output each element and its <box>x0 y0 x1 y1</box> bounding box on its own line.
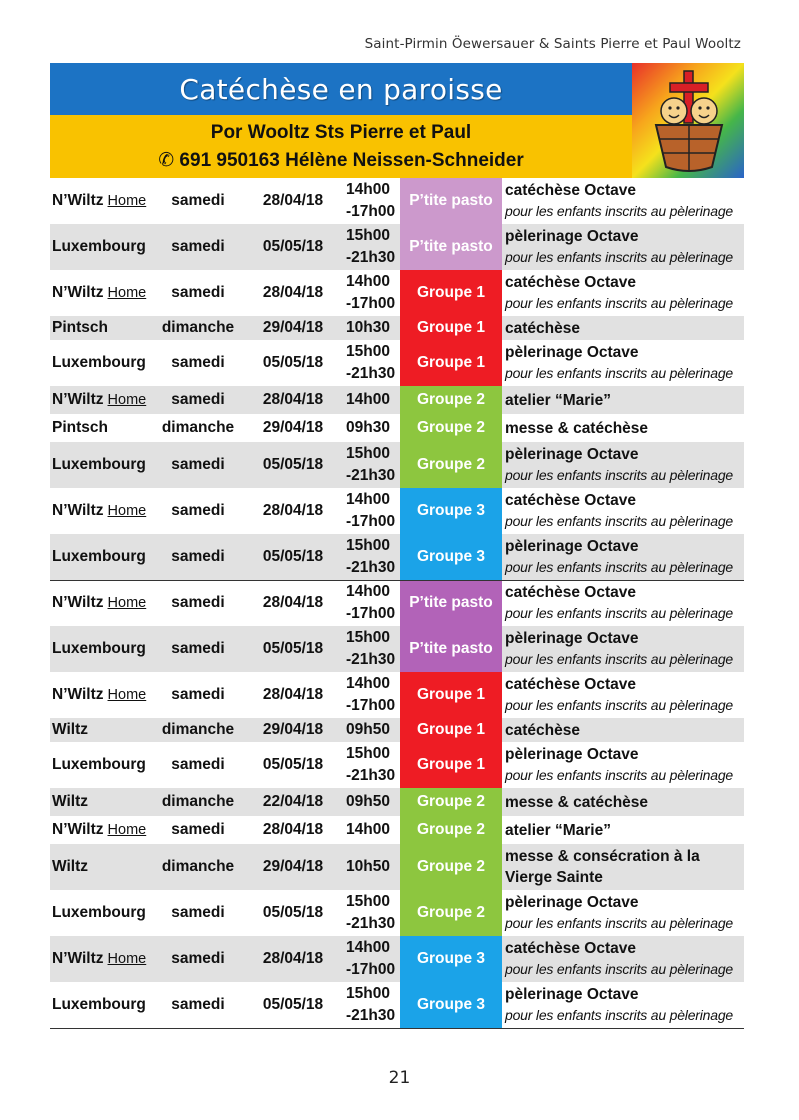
cell-date: 05/05/18 <box>242 224 344 270</box>
time-end: -21h30 <box>346 767 396 784</box>
cell-place <box>50 580 154 626</box>
cell-place <box>50 488 154 534</box>
activity-note: pour les enfants inscrits au pèlerinage <box>505 767 734 783</box>
cell-date: 28/04/18 <box>262 284 324 301</box>
cell-date: 28/04/18 <box>242 386 344 414</box>
cell-activity <box>502 844 744 890</box>
cell-place <box>50 816 154 844</box>
cell-group-badge: Groupe 2 <box>400 386 502 414</box>
cell-time <box>344 386 400 414</box>
cell-activity <box>502 626 744 672</box>
cell-day: samedi <box>154 224 242 270</box>
cell-date: 28/04/18 <box>262 594 324 612</box>
cell-time <box>344 890 400 936</box>
time-start: 14h00 <box>346 181 390 198</box>
time-end: -17h00 <box>346 605 396 623</box>
cell-place <box>50 414 154 442</box>
time-end: -21h30 <box>346 1006 396 1024</box>
home-link[interactable]: Home <box>107 193 147 209</box>
cell-group-badge: P’tite pasto <box>400 178 502 224</box>
cell-time <box>344 982 400 1028</box>
activity-title: atelier “Marie” <box>505 391 611 409</box>
place-name: Luxembourg <box>52 456 146 473</box>
time-end: -21h30 <box>346 558 396 576</box>
table-row <box>50 788 744 816</box>
cell-place <box>50 718 154 742</box>
time-end: -17h00 <box>346 697 396 714</box>
cell-day: dimanche <box>154 316 242 340</box>
cell-date: 28/04/18 <box>242 936 344 982</box>
place-name: Luxembourg <box>52 640 146 657</box>
place-name: N’Wiltz <box>52 950 104 967</box>
cell-time <box>344 844 400 890</box>
time-end: -21h30 <box>346 651 396 668</box>
cell-time <box>344 340 400 386</box>
cell-group-badge: Groupe 1 <box>400 718 502 742</box>
time-start: 14h00 <box>346 939 390 956</box>
cell-day: samedi <box>171 756 225 773</box>
cell-date: 29/04/18 <box>242 316 344 340</box>
place-name: Luxembourg <box>52 354 146 371</box>
place-name: N’Wiltz <box>52 502 104 519</box>
cell-group-badge: Groupe 2 <box>400 788 502 816</box>
cell-day: samedi <box>154 982 242 1028</box>
activity-title: pèlerinage Octave <box>505 537 639 555</box>
activity-note: pour les enfants inscrits au pèlerinage <box>505 1006 734 1023</box>
table-row <box>50 178 744 224</box>
table-row <box>50 386 744 414</box>
table-row <box>50 626 744 672</box>
activity-title: pèlerinage Octave <box>505 894 639 911</box>
cell-place <box>50 672 154 718</box>
cell-group-badge: Groupe 3 <box>400 982 502 1028</box>
table-row <box>50 488 744 534</box>
parish-name: Por Wooltz Sts Pierre et Paul <box>210 121 472 143</box>
cell-date: 05/05/18 <box>262 904 324 921</box>
cell-activity <box>502 982 744 1028</box>
cell-place <box>50 742 154 788</box>
cell-group-badge: P’tite pasto <box>400 224 502 270</box>
cell-time <box>344 442 400 488</box>
place-name: Luxembourg <box>52 238 146 255</box>
table-row <box>50 890 744 936</box>
place-name: Wiltz <box>52 858 89 875</box>
cell-time <box>344 534 400 580</box>
home-link[interactable]: Home <box>107 822 147 838</box>
contact-line: ✆ 691 950163 Hélène Neissen-Schneider <box>158 149 524 171</box>
cell-day: samedi <box>171 821 225 838</box>
table-row <box>50 982 744 1028</box>
cell-day: samedi <box>171 904 225 921</box>
activity-note: pour les enfants inscrits au pèlerinage <box>505 961 734 977</box>
cell-date: 29/04/18 <box>242 844 344 890</box>
place-name: Luxembourg <box>52 995 146 1013</box>
place-name: Wiltz <box>52 793 89 810</box>
table-row <box>50 340 744 386</box>
time-start: 14h00 <box>346 491 390 508</box>
cell-day: samedi <box>154 936 242 982</box>
cell-activity <box>502 890 744 936</box>
cell-day: dimanche <box>154 788 242 816</box>
cell-time <box>344 316 400 340</box>
place-name: N’Wiltz <box>52 192 104 209</box>
cell-group-badge: Groupe 2 <box>400 816 502 844</box>
cell-time <box>344 580 400 626</box>
cell-date: 05/05/18 <box>242 982 344 1028</box>
cell-activity <box>502 672 744 718</box>
home-link[interactable]: Home <box>107 503 147 519</box>
cell-group-badge: P’tite pasto <box>400 580 502 626</box>
cell-activity <box>502 788 744 816</box>
time-start: 15h00 <box>346 893 390 910</box>
table-row <box>50 414 744 442</box>
cell-place <box>50 534 154 580</box>
activity-title: catéchèse Octave <box>505 274 636 291</box>
table-row <box>50 936 744 982</box>
activity-title: catéchèse Octave <box>505 182 636 199</box>
place-name: N’Wiltz <box>52 284 104 301</box>
home-link[interactable]: Home <box>107 595 147 612</box>
cell-place <box>50 982 154 1028</box>
cell-activity <box>502 718 744 742</box>
activity-title: pèlerinage Octave <box>505 446 639 463</box>
cell-day: samedi <box>171 284 225 301</box>
cell-day: dimanche <box>154 844 242 890</box>
cell-group-badge: P’tite pasto <box>400 626 502 672</box>
time-end: -21h30 <box>346 249 396 266</box>
table-row <box>50 742 744 788</box>
time-end: -21h30 <box>346 915 396 932</box>
activity-title: catéchèse <box>505 721 580 739</box>
banner-subtitle-bar <box>50 115 632 178</box>
cell-time <box>344 224 400 270</box>
cell-group-badge: Groupe 3 <box>400 534 502 580</box>
place-name: Luxembourg <box>52 904 146 921</box>
cell-place <box>50 386 154 414</box>
activity-note: pour les enfants inscrits au pèlerinage <box>505 295 734 311</box>
cell-place <box>50 178 154 224</box>
activity-title: pèlerinage Octave <box>505 746 639 763</box>
cell-activity <box>502 414 744 442</box>
time-start: 14h00 <box>346 583 390 601</box>
cell-date: 29/04/18 <box>262 419 324 436</box>
home-link[interactable]: Home <box>107 285 147 301</box>
schedule-table <box>50 178 744 1029</box>
cell-place <box>50 270 154 316</box>
cell-time <box>344 270 400 316</box>
cell-group-badge: Groupe 3 <box>400 936 502 982</box>
time-start: 14h00 <box>346 391 390 408</box>
cell-place <box>50 844 154 890</box>
time-start: 10h50 <box>346 858 390 875</box>
activity-note: pour les enfants inscrits au pèlerinage <box>505 513 734 529</box>
activity-note: pour les enfants inscrits au pèlerinage <box>505 915 734 931</box>
cell-activity <box>502 816 744 844</box>
cell-place <box>50 316 154 340</box>
time-end: -21h30 <box>346 467 396 484</box>
activity-note: pour les enfants inscrits au pèlerinage <box>505 365 734 381</box>
table-row <box>50 718 744 742</box>
cell-time <box>344 178 400 224</box>
cell-date: 05/05/18 <box>242 534 344 580</box>
time-end: -21h30 <box>346 365 396 382</box>
cell-time <box>344 742 400 788</box>
cell-activity <box>502 386 744 414</box>
activity-title: catéchèse Octave <box>505 940 636 957</box>
activity-note: pour les enfants inscrits au pèlerinage <box>505 605 734 622</box>
cell-date: 28/04/18 <box>262 192 324 209</box>
cell-group-badge: Groupe 2 <box>400 844 502 890</box>
time-start: 09h50 <box>346 721 390 738</box>
cell-group-badge: Groupe 2 <box>400 442 502 488</box>
place-name: Luxembourg <box>52 756 146 773</box>
time-start: 14h00 <box>346 675 390 692</box>
activity-title: catéchèse Octave <box>505 492 636 509</box>
cell-day: samedi <box>171 686 225 703</box>
activity-title: atelier “Marie” <box>505 821 611 839</box>
cell-date: 05/05/18 <box>262 756 324 773</box>
place-name: Wiltz <box>52 721 89 738</box>
table-row <box>50 844 744 890</box>
time-start: 15h00 <box>346 629 390 646</box>
cell-activity <box>502 742 744 788</box>
catechesis-logo <box>632 63 744 178</box>
place-name: N’Wiltz <box>52 821 104 838</box>
cell-date: 05/05/18 <box>242 626 344 672</box>
cell-place <box>50 340 154 386</box>
table-row <box>50 672 744 718</box>
cell-group-badge: Groupe 3 <box>400 488 502 534</box>
time-end: -17h00 <box>346 513 396 530</box>
cell-date: 05/05/18 <box>262 354 324 371</box>
cell-time <box>344 626 400 672</box>
cell-day: dimanche <box>161 419 235 436</box>
cell-date: 22/04/18 <box>242 788 344 816</box>
cell-activity <box>502 270 744 316</box>
activity-note: pour les enfants inscrits au pèlerinage <box>505 558 734 575</box>
time-start: 15h00 <box>346 745 390 762</box>
table-row <box>50 442 744 488</box>
place-name: Pintsch <box>52 319 108 336</box>
activity-title: pèlerinage Octave <box>505 228 639 245</box>
cell-time <box>344 936 400 982</box>
cell-group-badge: Groupe 1 <box>400 316 502 340</box>
activity-title: messe & catéchèse <box>505 793 649 811</box>
activity-title: catéchèse Octave <box>505 584 636 602</box>
cell-activity <box>502 534 744 580</box>
page-number: 21 <box>388 1068 411 1088</box>
cell-place <box>50 788 154 816</box>
cell-day: samedi <box>154 386 242 414</box>
activity-title: pèlerinage Octave <box>505 344 639 361</box>
cell-date: 28/04/18 <box>262 686 324 703</box>
time-start: 15h00 <box>346 445 390 462</box>
cell-date: 28/04/18 <box>262 821 324 838</box>
home-link[interactable]: Home <box>107 392 147 408</box>
activity-title: messe & catéchèse <box>505 419 649 437</box>
cell-day: samedi <box>154 534 242 580</box>
cell-time <box>344 816 400 844</box>
cell-day: samedi <box>171 594 225 612</box>
cell-activity <box>502 316 744 340</box>
cell-day: samedi <box>171 354 225 371</box>
time-start: 14h00 <box>346 273 390 290</box>
table-row <box>50 534 744 580</box>
cell-group-badge: Groupe 1 <box>400 742 502 788</box>
cell-day: samedi <box>154 442 242 488</box>
cell-place <box>50 626 154 672</box>
cell-group-badge: Groupe 2 <box>400 414 502 442</box>
cell-date: 28/04/18 <box>262 502 324 519</box>
cell-group-badge: Groupe 1 <box>400 340 502 386</box>
time-start: 15h00 <box>346 227 390 244</box>
time-start: 10h30 <box>346 319 390 336</box>
cell-place <box>50 890 154 936</box>
cell-date: 05/05/18 <box>242 442 344 488</box>
table-row <box>50 270 744 316</box>
cell-group-badge: Groupe 2 <box>400 890 502 936</box>
activity-title: pèlerinage Octave <box>505 630 639 647</box>
time-start: 09h50 <box>346 793 390 810</box>
home-link[interactable]: Home <box>107 951 147 967</box>
cell-activity <box>502 178 744 224</box>
cell-place <box>50 224 154 270</box>
cell-day: samedi <box>171 192 225 209</box>
cell-time <box>344 788 400 816</box>
time-start: 14h00 <box>346 821 390 838</box>
time-end: -17h00 <box>346 295 396 312</box>
activity-title: catéchèse <box>505 319 580 337</box>
banner <box>50 63 744 178</box>
table-row <box>50 816 744 844</box>
cell-activity <box>502 224 744 270</box>
time-start: 15h00 <box>346 536 390 554</box>
activity-title: messe & consécration à la Vierge Sainte <box>505 848 700 886</box>
cell-place <box>50 442 154 488</box>
cell-activity <box>502 580 744 626</box>
cell-activity <box>502 442 744 488</box>
place-name: N’Wiltz <box>52 686 104 703</box>
activity-title: pèlerinage Octave <box>505 985 639 1003</box>
activity-note: pour les enfants inscrits au pèlerinage <box>505 249 734 265</box>
activity-note: pour les enfants inscrits au pèlerinage <box>505 651 734 667</box>
place-name: N’Wiltz <box>52 391 104 408</box>
cell-day: samedi <box>154 626 242 672</box>
cell-time <box>344 414 400 442</box>
cell-time <box>344 672 400 718</box>
table-row <box>50 580 744 626</box>
banner-title-bar <box>50 63 632 115</box>
logo-illustration-icon <box>632 63 744 178</box>
table-row <box>50 316 744 340</box>
time-start: 15h00 <box>346 984 390 1002</box>
time-end: -17h00 <box>346 961 396 978</box>
table-row <box>50 224 744 270</box>
cell-activity <box>502 488 744 534</box>
time-start: 15h00 <box>346 343 390 360</box>
cell-activity <box>502 936 744 982</box>
cell-group-badge: Groupe 1 <box>400 270 502 316</box>
running-header: Saint-Pirmin Öewersauer & Saints Pierre et Paul Wooltz <box>364 36 741 52</box>
page-title: Catéchèse en paroisse <box>179 72 503 106</box>
activity-title: catéchèse Octave <box>505 676 636 693</box>
cell-time <box>344 488 400 534</box>
cell-date: 29/04/18 <box>242 718 344 742</box>
activity-note: pour les enfants inscrits au pèlerinage <box>505 467 734 483</box>
activity-note: pour les enfants inscrits au pèlerinage <box>505 697 734 713</box>
cell-activity <box>502 340 744 386</box>
cell-day: samedi <box>171 502 225 519</box>
place-name: Pintsch <box>52 419 108 436</box>
cell-time <box>344 718 400 742</box>
time-start: 09h30 <box>346 419 390 436</box>
activity-note: pour les enfants inscrits au pèlerinage <box>505 203 734 219</box>
home-link[interactable]: Home <box>107 687 147 703</box>
place-name: N’Wiltz <box>52 594 104 612</box>
cell-day: dimanche <box>154 718 242 742</box>
cell-group-badge: Groupe 1 <box>400 672 502 718</box>
cell-place <box>50 936 154 982</box>
place-name: Luxembourg <box>52 547 146 565</box>
time-end: -17h00 <box>346 203 396 220</box>
